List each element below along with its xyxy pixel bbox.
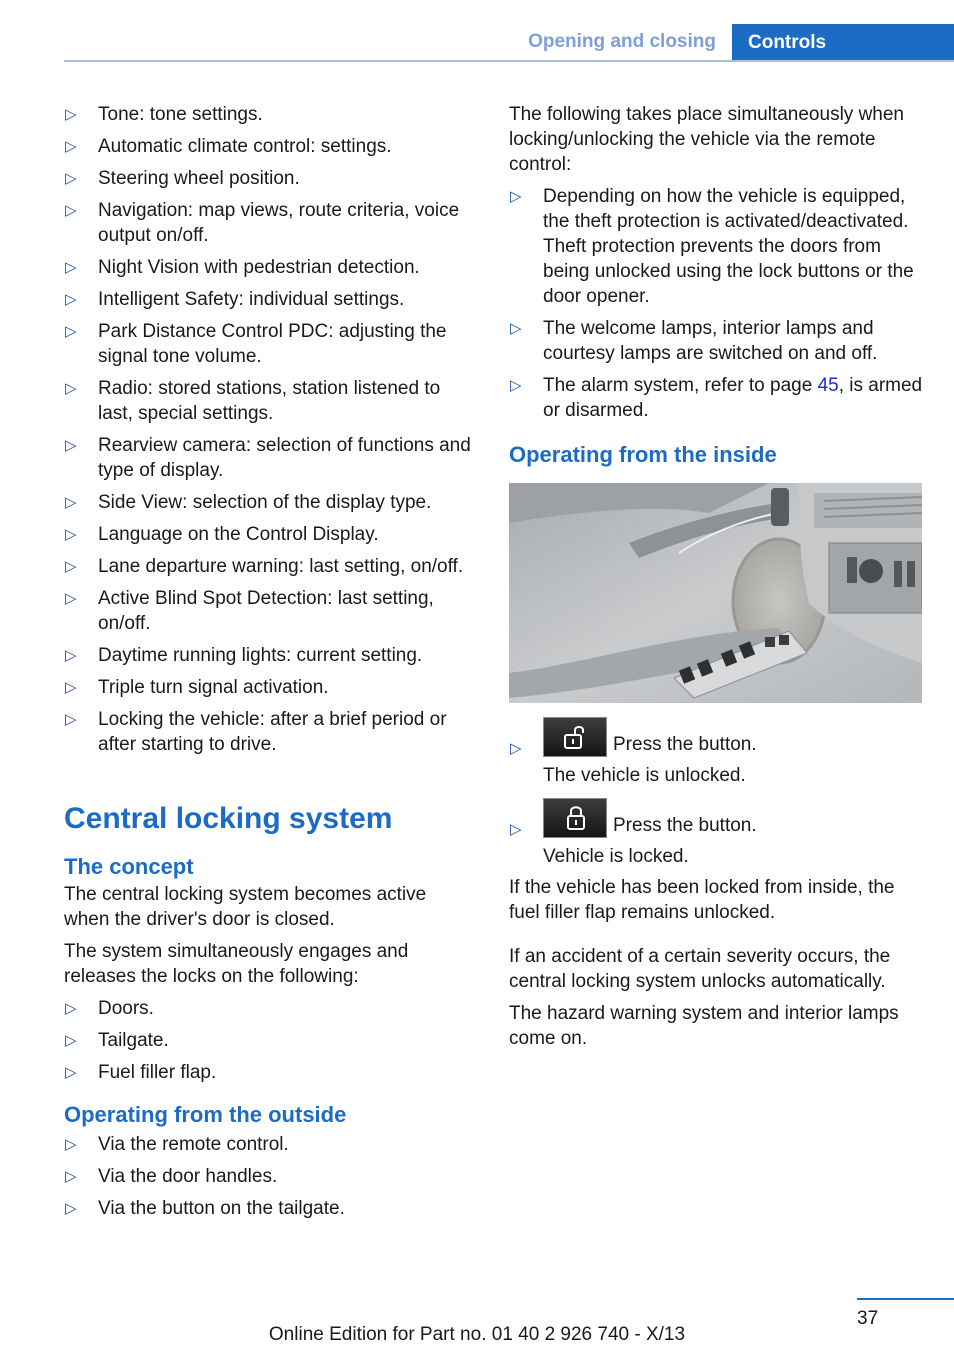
list-item: ▷ Tone: tone settings. bbox=[65, 104, 263, 125]
door-panel-illustration bbox=[509, 483, 922, 703]
list-item: ▷ Language on the Control Display. bbox=[65, 524, 379, 545]
lock-icon bbox=[562, 805, 590, 831]
bullet-marker-icon: ▷ bbox=[65, 1168, 77, 1185]
bullet-marker-icon: ▷ bbox=[65, 380, 77, 397]
bullet-marker-icon: ▷ bbox=[65, 437, 77, 454]
remote-effects-list bbox=[509, 184, 923, 423]
bullet-marker-icon: ▷ bbox=[510, 320, 522, 337]
concept-paragraph-2: The system simultaneously engages and releases the locks on the following: bbox=[64, 941, 409, 987]
list-item: ▷ Park Distance Control PDC: adjusting the signal tone volume. bbox=[65, 321, 447, 367]
left-column bbox=[64, 100, 476, 1228]
bullet-marker-icon: ▷ bbox=[65, 1000, 77, 1017]
bullet-marker-icon: ▷ bbox=[510, 188, 522, 205]
list-item: ▷ Lane departure warning: last setting, on/off. bbox=[65, 556, 464, 577]
list-item: ▷ Tailgate. bbox=[65, 1030, 169, 1051]
bullet-marker-icon: ▷ bbox=[65, 1200, 77, 1217]
list-item: ▷ Side View: selection of the display type. bbox=[65, 492, 432, 513]
concept-paragraph-1: The central locking system becomes active when the driver's door is closed. bbox=[64, 884, 427, 930]
bullet-marker-icon: ▷ bbox=[65, 1136, 77, 1153]
list-item: ▷ Night Vision with pedestrian detection. bbox=[65, 257, 420, 278]
bullet-marker-icon: ▷ bbox=[65, 291, 77, 308]
bullet-marker-icon: ▷ bbox=[65, 106, 77, 123]
list-item: ▷ Automatic climate control: settings. bbox=[65, 136, 392, 157]
list-item: ▷ Via the button on the tailgate. bbox=[65, 1198, 345, 1219]
header-chapter-tab: Controls bbox=[732, 24, 954, 62]
list-item: ▷ Active Blind Spot Detection: last setting, on/off. bbox=[65, 588, 434, 634]
bullet-marker-icon: ▷ bbox=[65, 647, 77, 664]
lock-targets-list bbox=[64, 996, 476, 1085]
footer-divider bbox=[857, 1298, 954, 1300]
bullet-marker-icon: ▷ bbox=[510, 377, 522, 394]
lock-press-text: Press the button. bbox=[613, 815, 757, 836]
outside-heading: Operating from the outside bbox=[64, 1102, 347, 1127]
list-item: ▷ Radio: stored stations, station listened to last, special settings. bbox=[65, 378, 441, 424]
list-item: ▷ Fuel filler flap. bbox=[65, 1062, 217, 1083]
bullet-marker-icon: ▷ bbox=[65, 711, 77, 728]
unlock-press-text: Press the button. bbox=[613, 734, 757, 755]
edition-note: Online Edition for Part no. 01 40 2 926 740 - X/13 bbox=[268, 1324, 686, 1345]
list-item: ▷ Via the remote control. bbox=[65, 1134, 289, 1155]
concept-heading: The concept bbox=[64, 854, 194, 879]
accident-paragraph: If an accident of a certain severity occurs, the central locking system unlocks automatically. bbox=[509, 946, 891, 992]
hazard-paragraph: The hazard warning system and interior lamps come on. bbox=[509, 1003, 899, 1049]
list-item: ▷ Navigation: map views, route criteria, voice output on/off. bbox=[65, 200, 460, 246]
lock-button[interactable] bbox=[543, 798, 607, 838]
page-reference-link[interactable]: 45 bbox=[817, 375, 839, 396]
list-item: ▷ The welcome lamps, interior lamps and courtesy lamps are switched on and off. bbox=[510, 318, 878, 364]
outside-list bbox=[64, 1132, 476, 1221]
bullet-marker-icon: ▷ bbox=[65, 202, 77, 219]
section-title: Central locking system bbox=[64, 802, 393, 835]
unlock-instruction bbox=[509, 717, 923, 788]
list-item: ▷ Locking the vehicle: after a brief period or after starting to drive. bbox=[65, 709, 447, 755]
lock-instruction bbox=[509, 798, 923, 869]
unlock-icon bbox=[562, 724, 590, 750]
remote-intro-paragraph: The following takes place simultaneously when locking/unlocking the vehicle via the remote control: bbox=[509, 104, 904, 175]
list-item: ▷ Steering wheel position. bbox=[65, 168, 300, 189]
bullet-marker-icon: ▷ bbox=[65, 494, 77, 511]
bullet-marker-icon: ▷ bbox=[65, 259, 77, 276]
bullet-marker-icon: ▷ bbox=[65, 679, 77, 696]
list-item: ▷ Depending on how the vehicle is equipped, the theft protection is activated/deactivated. Theft protection prevents the doors from being unlocked using the lock buttons or the door opener. bbox=[510, 186, 914, 307]
list-item: ▷ Doors. bbox=[65, 998, 154, 1019]
bullet-marker-icon: ▷ bbox=[510, 821, 522, 838]
fuel-flap-paragraph: If the vehicle has been locked from inside, the fuel filler flap remains unlocked. bbox=[509, 877, 895, 923]
list-item: ▷ Intelligent Safety: individual settings. bbox=[65, 289, 405, 310]
right-column bbox=[509, 100, 923, 1058]
bullet-marker-icon: ▷ bbox=[65, 1064, 77, 1081]
inside-heading: Operating from the inside bbox=[509, 442, 777, 467]
list-item: ▷ Triple turn signal activation. bbox=[65, 677, 329, 698]
bullet-marker-icon: ▷ bbox=[65, 590, 77, 607]
page-number: 37 bbox=[857, 1308, 879, 1329]
header-section-title: Opening and closing bbox=[528, 31, 716, 52]
bullet-marker-icon: ▷ bbox=[65, 170, 77, 187]
list-item: ▷ The alarm system, refer to page 45, is armed or disarmed. bbox=[510, 375, 923, 421]
header-divider bbox=[64, 60, 954, 62]
bullet-marker-icon: ▷ bbox=[65, 1032, 77, 1049]
bullet-marker-icon: ▷ bbox=[65, 138, 77, 155]
unlock-button[interactable] bbox=[543, 717, 607, 757]
bullet-marker-icon: ▷ bbox=[65, 558, 77, 575]
lock-result-text: Vehicle is locked. bbox=[543, 846, 689, 867]
list-item: ▷ Daytime running lights: current setting. bbox=[65, 645, 423, 666]
bullet-marker-icon: ▷ bbox=[65, 526, 77, 543]
list-item: ▷ Rearview camera: selection of functions and type of display. bbox=[65, 435, 471, 481]
bullet-marker-icon: ▷ bbox=[65, 323, 77, 340]
settings-list bbox=[64, 102, 476, 757]
bullet-marker-icon: ▷ bbox=[510, 740, 522, 757]
list-item: ▷ Via the door handles. bbox=[65, 1166, 278, 1187]
unlock-result-text: The vehicle is unlocked. bbox=[543, 765, 746, 786]
